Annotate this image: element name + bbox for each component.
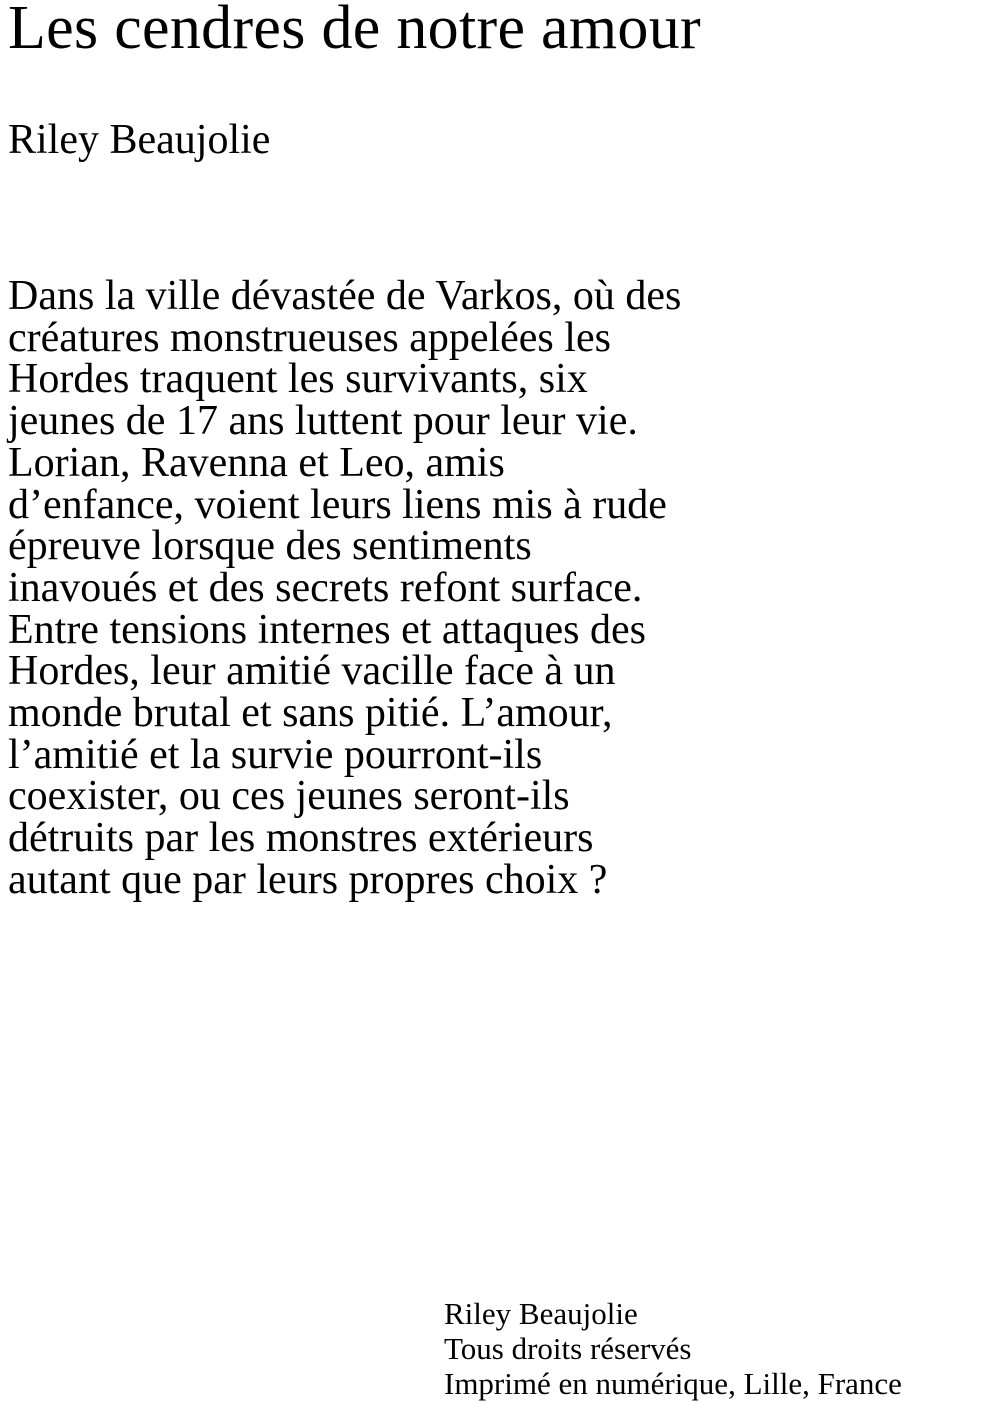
summary-line: Hordes traquent les survivants, six <box>8 356 588 403</box>
summary-line: d’enfance, voient leurs liens mis à rude <box>8 481 667 528</box>
colophon-rights: Tous droits réservés <box>444 1331 692 1366</box>
colophon-author: Riley Beaujolie <box>444 1296 638 1331</box>
summary-line: épreuve lorsque des sentiments <box>8 523 532 570</box>
summary-line: l’amitié et la survie pourront-ils <box>8 731 543 778</box>
summary-line: inavoués et des secrets refont surface. <box>8 564 643 611</box>
book-summary <box>8 273 868 903</box>
summary-line: autant que par leurs propres choix ? <box>8 856 608 903</box>
summary-line: Entre tensions internes et attaques des <box>8 606 646 653</box>
book-title: Les cendres de notre amour <box>8 0 701 62</box>
summary-line: créatures monstrueuses appelées les <box>8 314 611 361</box>
book-author: Riley Beaujolie <box>8 117 271 163</box>
summary-line: monde brutal et sans pitié. L’amour, <box>8 690 613 737</box>
summary-line: Lorian, Ravenna et Leo, amis <box>8 439 505 486</box>
summary-line: Hordes, leur amitié vacille face à un <box>8 648 616 695</box>
colophon <box>444 1296 902 1401</box>
colophon-printing: Imprimé en numérique, Lille, France <box>444 1366 902 1401</box>
summary-line: coexister, ou ces jeunes seront-ils <box>8 773 570 820</box>
summary-line: jeunes de 17 ans luttent pour leur vie. <box>8 398 638 445</box>
summary-line: Dans la ville dévastée de Varkos, où des <box>8 273 682 319</box>
summary-line: détruits par les monstres extérieurs <box>8 815 594 862</box>
